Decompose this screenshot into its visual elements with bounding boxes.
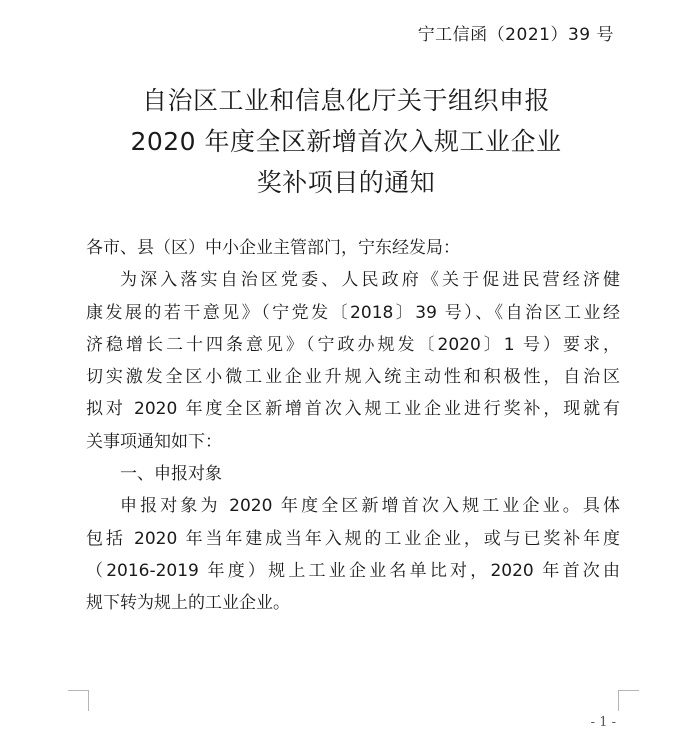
document-number: 宁工信函（2021）39 号 xyxy=(417,25,614,45)
paragraph-line: 规下转为规上的工业企业。 xyxy=(86,593,290,614)
title-line: 2020 年度全区新增首次入规工业企业 xyxy=(130,127,562,156)
paragraph-line: 拟对 2020 年度全区新增首次入规工业企业进行奖补，现就有 xyxy=(86,399,620,420)
salutation: 各市、县（区）中小企业主管部门，宁东经发局： xyxy=(86,238,460,258)
paragraph-intro xyxy=(86,264,620,458)
paragraph-line: 切实激发全区小微工业企业升规入统主动性和积极性，自治区 xyxy=(86,367,620,388)
paragraph-line: 关事项通知如下： xyxy=(86,431,222,452)
paragraph-line: 申报对象为 2020 年度全区新增首次入规工业企业。具体 xyxy=(120,496,620,517)
paragraph-line: （2016-2019 年度）规上工业企业名单比对，2020 年首次由 xyxy=(86,560,620,581)
paragraph-line: 为深入落实自治区党委、人民政府《关于促进民营经济健 xyxy=(120,270,620,291)
paragraph-applicants xyxy=(86,490,620,619)
title-line: 自治区工业和信息化厅关于组织申报 xyxy=(141,86,550,115)
document-title xyxy=(0,80,692,203)
section-heading: 一、申报对象 xyxy=(120,464,222,485)
crop-mark-right xyxy=(618,690,639,711)
paragraph-line: 济稳增长二十四条意见》（宁政办规发〔2020〕1 号）要求， xyxy=(86,334,620,355)
page-number: - 1 - xyxy=(590,715,616,730)
paragraph-line: 康发展的若干意见》（宁党发〔2018〕39 号）、《自治区工业经 xyxy=(86,302,620,323)
title-line: 奖补项目的通知 xyxy=(256,168,436,197)
document-body xyxy=(86,232,620,620)
crop-mark-left xyxy=(68,690,89,711)
paragraph-line: 包括 2020 年当年建成当年入规的工业企业，或与已奖补年度 xyxy=(86,528,620,549)
